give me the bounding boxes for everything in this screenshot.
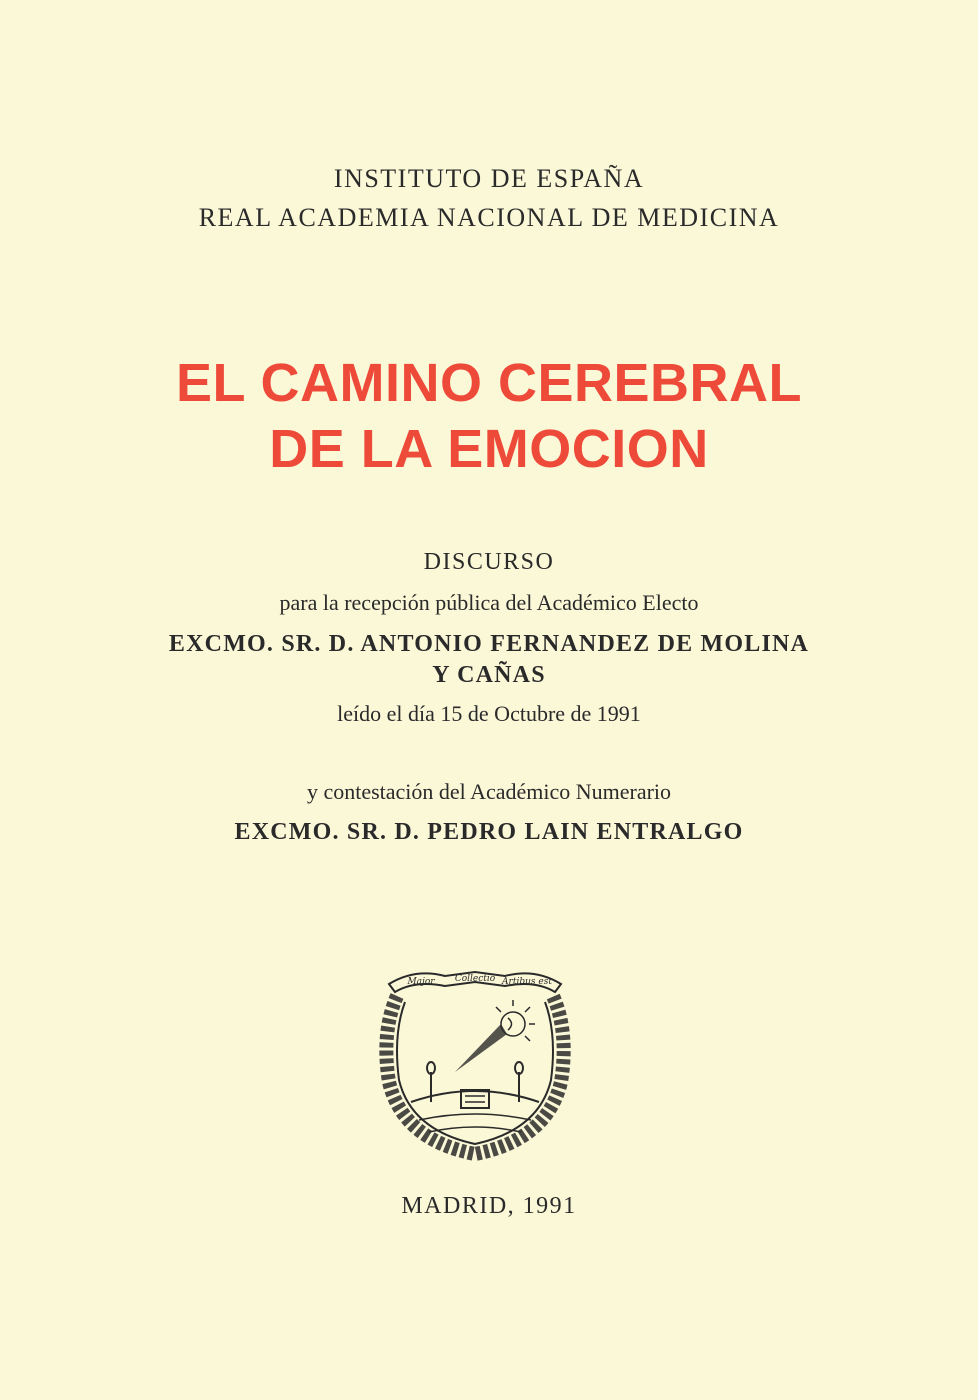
book-title-line-1: EL CAMINO CEREBRAL xyxy=(175,353,803,413)
author-name-line-2: Y CAÑAS xyxy=(432,662,546,688)
date-read: leído el día 15 de Octubre de 1991 xyxy=(337,701,641,726)
emblem-banner-left-text: Major xyxy=(407,977,435,987)
academy-emblem-icon xyxy=(375,962,575,1162)
emblem-banner-right-text: Artibus est xyxy=(502,977,552,987)
reply-text: y contestación del Académico Numerario xyxy=(306,779,672,804)
imprint-place-year: MADRID, 1991 xyxy=(401,1193,577,1219)
institute-name: INSTITUTO DE ESPAÑA xyxy=(333,164,645,193)
discourse-heading: DISCURSO xyxy=(423,549,555,575)
reception-text: para la recepción pública del Académico Electo xyxy=(279,590,699,615)
academy-name: REAL ACADEMIA NACIONAL DE MEDICINA xyxy=(198,203,780,232)
book-title-line-2: DE LA EMOCION xyxy=(269,419,709,479)
emblem-wreath xyxy=(386,996,563,1154)
respondent-name: EXCMO. SR. D. PEDRO LAIN ENTRALGO xyxy=(234,819,744,845)
emblem-banner-center-text: Collectio xyxy=(454,974,496,984)
emblem-pedestal xyxy=(461,1090,489,1108)
author-name-line-1: EXCMO. SR. D. ANTONIO FERNANDEZ DE MOLINA xyxy=(168,631,810,657)
emblem-beam xyxy=(455,1024,507,1072)
